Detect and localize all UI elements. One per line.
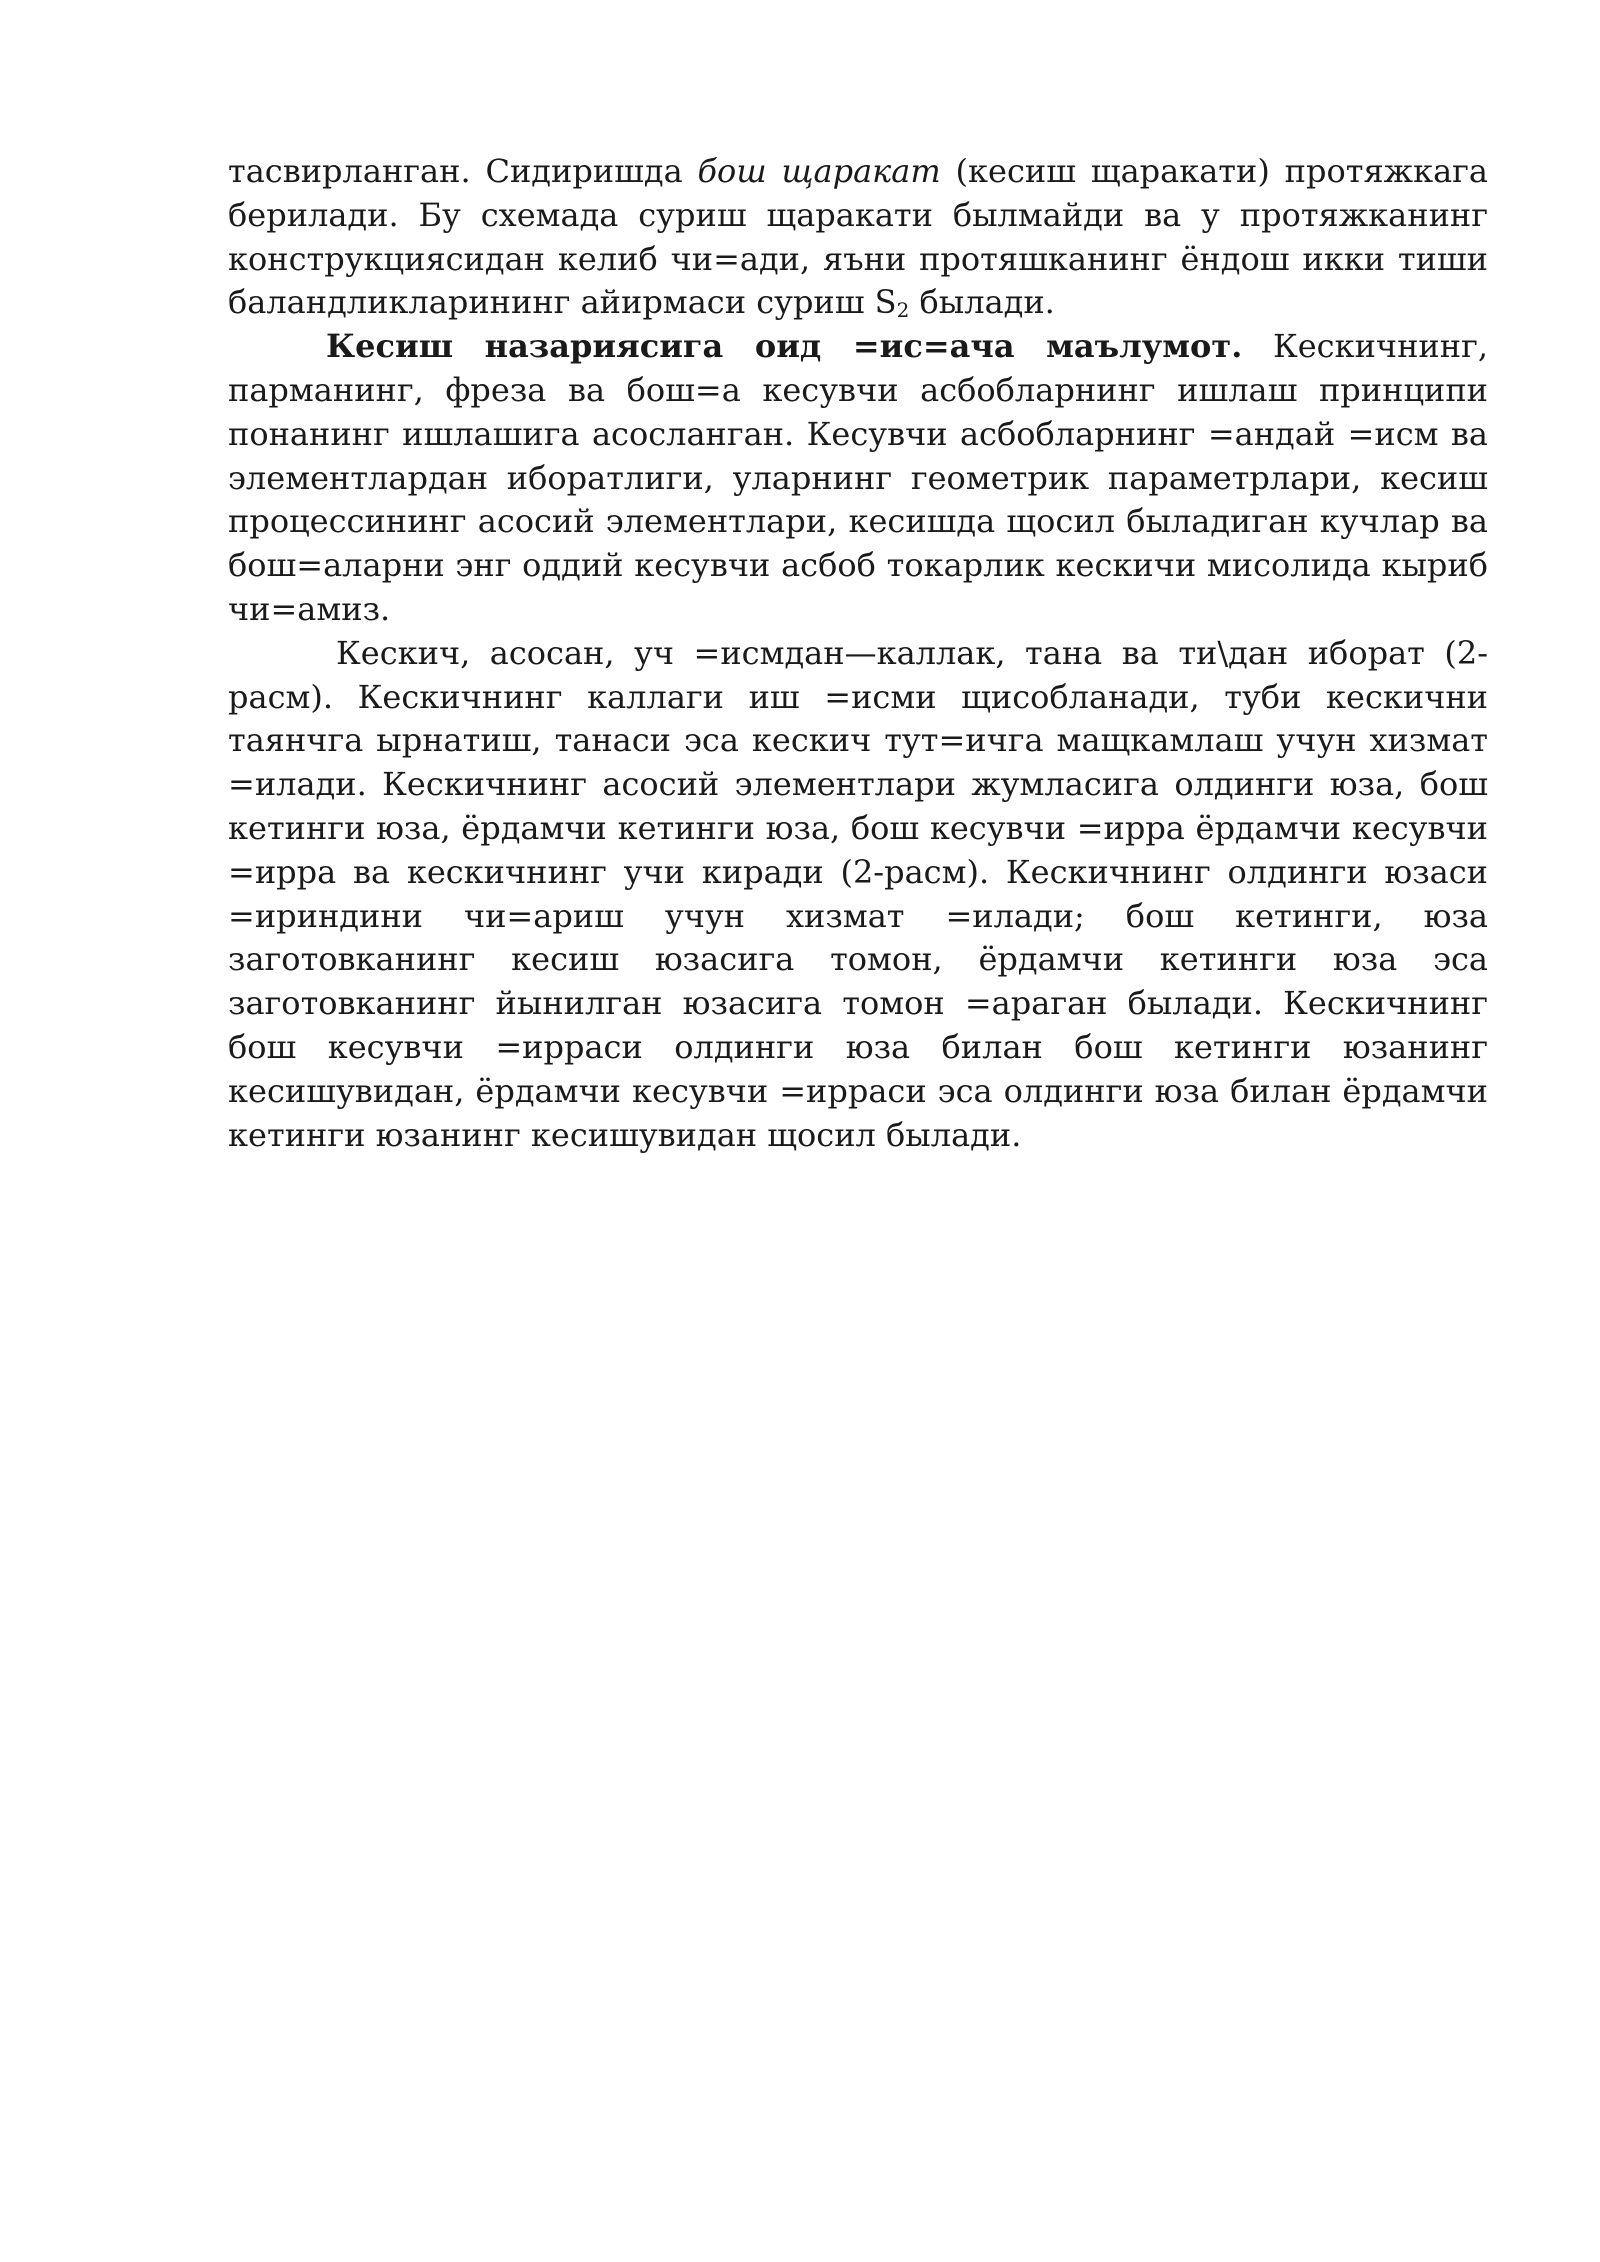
paragraph-2: [228, 325, 1488, 632]
document-body: [228, 150, 1488, 1157]
paragraph-3: [228, 632, 1488, 1158]
paragraph-3-text: Кескич, асосан, уч =исмдан—каллак, тана ва ти\дан иборат (2-расм). Кескичнинг каллаги иш =исми щисобланади, туби кескични таянчга ырнатиш, танаси эса кескич тут=ичга мащкамлаш учун хизмат =илади. Кескичнинг асосий элементлари жумласига олдинги юза, бош кетинги юза, ёрдамчи кетинги юза, бош кесувчи =ирра ёрдамчи кесувчи =ирра ва кескичнинг учи киради (2-расм). Кескичнинг олдинги юзаси =ириндини чи=ариш учун хизмат =илади; бош кетинги, юза заготовканинг кесиш юзасига томон, ёрдамчи кетинги юза эса заготовканинг йынилган юзасига томон =араган былади. Кескичнинг бош кесувчи =ирраси олдинги юза билан бош кетинги юзанинг кесишувидан, ёрдамчи кесувчи =ирраси эса олдинги юза билан ёрдамчи кетинги юзанинг кесишувидан щосил былади.: [228, 633, 1488, 1154]
paragraph-1-text-end: былади.: [909, 283, 1055, 322]
paragraph-1-text-middle: (кесиш щаракати) протяжкага берилади. Бу схемада суриш щаракати былмайди ва у протяжканинг конструкциясидан келиб чи=ади, яъни протяшканинг ёндош икки тиши баландликларининг айирмаси суриш S: [228, 152, 1488, 322]
paragraph-1-italic-term: бош щаракат: [697, 152, 941, 190]
paragraph-2-text: Кескичнинг, парманинг, фреза ва бош=а кесувчи асбобларнинг ишлаш принципи понанинг ишлашига асосланган. Кесувчи асбобларнинг =андай =исм ва элементлардан иборатлиги, уларнинг геометрик параметрлари, кесиш процессининг асосий элементлари, кесишда щосил быладиган кучлар ва бош=аларни энг оддий кесувчи асбоб токарлик кескичи мисолида кыриб чи=амиз.: [228, 327, 1489, 628]
paragraph-1-text-start: тасвирланган. Сидиришда: [228, 152, 698, 190]
section-heading: Кесиш назариясига оид =ис=ача маълумот.: [326, 327, 1243, 366]
paragraph-1-subscript: 2: [896, 298, 910, 323]
paragraph-1: [228, 150, 1488, 325]
